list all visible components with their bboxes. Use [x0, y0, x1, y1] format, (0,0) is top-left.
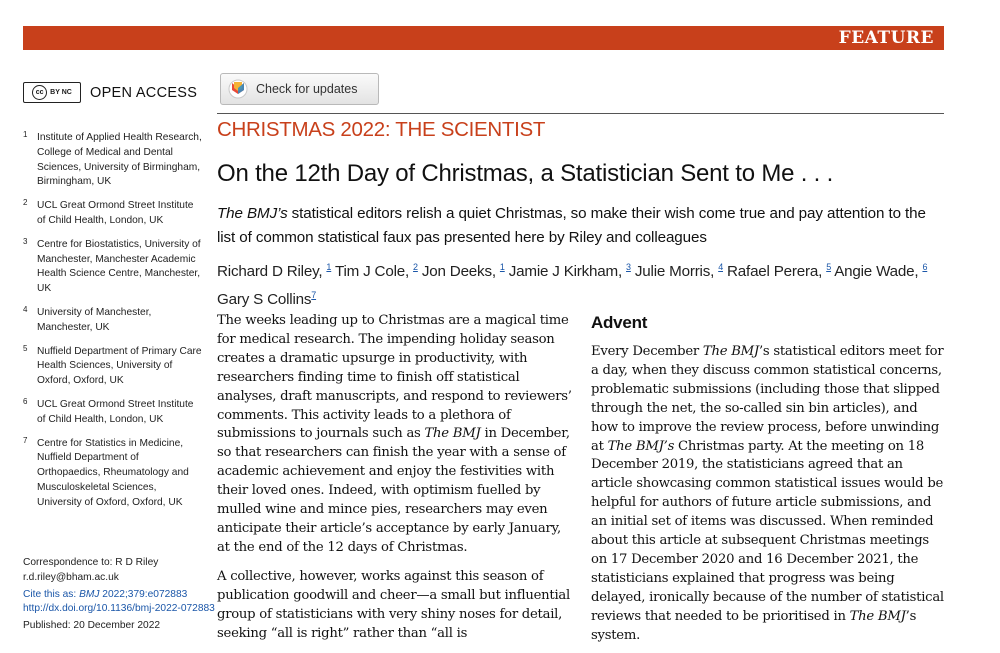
affiliation-item: [23, 437, 203, 511]
author-list: [217, 256, 957, 311]
feature-banner: [23, 26, 944, 50]
affiliation-item: [23, 306, 203, 336]
body-text: Christmas party. At the meeting on 18 December 2019, the statisticians agreed that an article showcasing common statistical issues would be helpful for authors of future article submissions, and an initial set of items was discussed. When reminded about this article at subsequent Christmas meetings on 17 December 2020 and 16 December 2021, the statisticians explained that progress was being delayed, ironically because of the number of statistical reviews that needed to be prioritised in: [591, 438, 944, 624]
header-divider: [217, 113, 944, 114]
affiliation-link[interactable]: 5: [826, 262, 832, 272]
cite-line: [23, 588, 213, 603]
doi-link[interactable]: http://dx.doi.org/10.1136/bmj-2022-072883: [23, 603, 215, 615]
author: [834, 263, 927, 280]
author: [727, 263, 831, 280]
author: [217, 263, 331, 280]
body-text: ’s system.: [591, 608, 917, 643]
check-for-updates-label: Check for updates: [256, 82, 358, 96]
standfirst-text: statistical editors relish a quiet Christmas, so make their wish come true and pay attention to the list of common statistical faux pas presented here by Riley and colleagues: [217, 205, 926, 246]
affiliation-text: UCL Great Ormond Street Institute of Child Health, London, UK: [37, 398, 194, 425]
affiliation-item: [23, 199, 203, 229]
advent-heading: Advent: [591, 313, 648, 332]
affiliation-text: UCL Great Ormond Street Institute of Child Health, London, UK: [37, 200, 194, 226]
author-name: Angie Wade,: [834, 263, 919, 280]
standfirst: [217, 202, 944, 249]
affiliation-text: University of Manchester, Manchester, UK: [37, 306, 152, 333]
body-column-left: [217, 312, 572, 653]
affiliation-link[interactable]: 4: [718, 262, 723, 272]
crossmark-icon: [228, 79, 248, 99]
author: [217, 291, 316, 308]
affiliation-item: [23, 238, 203, 297]
affiliation-link[interactable]: 7: [311, 289, 317, 300]
published-date: Published: 20 December 2022: [23, 620, 161, 632]
journal-name: The BMJ: [849, 608, 906, 624]
author: [335, 263, 418, 280]
affiliation-number: 4: [23, 304, 28, 314]
affiliation-link[interactable]: 3: [626, 262, 631, 272]
affiliation-number: 2: [23, 198, 28, 208]
author-name: Rafael Perera,: [727, 263, 823, 280]
affiliation-link[interactable]: 6: [922, 262, 928, 272]
cite-ref: 2022;379:e072883: [102, 588, 188, 600]
correspondence-block: [23, 556, 213, 634]
section-heading: CHRISTMAS 2022: THE SCIENTIST: [217, 118, 546, 141]
body-column-right: [591, 312, 946, 646]
author: [509, 263, 631, 280]
affiliation-link[interactable]: 1: [499, 262, 505, 272]
author-name: Gary S Collins: [217, 290, 312, 308]
journal-name: The BMJ: [424, 426, 481, 442]
body-text: in December, so that researchers can finish the year with a sense of academic achievement and enjoy the festivities with their loved ones. Indeed, with optimism fuelled by mulled wine and mince pies, researchers may even anticipate their article’s acceptance by early January, at the end of the 12 days of Christmas.: [217, 426, 570, 555]
affiliation-item: [23, 398, 203, 428]
author-name: Richard D Riley,: [217, 263, 323, 280]
correspondence-line: Correspondence to: R D Riley: [23, 557, 159, 568]
journal-name: The BMJ: [702, 344, 759, 359]
affiliation-text: Centre for Statistics in Medicine, Nuffield Department of Orthopaedics, Rheumatology and Musculoskeletal Sciences, University of Oxford, Oxford, UK: [37, 437, 189, 508]
affiliation-link[interactable]: 1: [326, 262, 332, 272]
body-text: ’s statistical editors meet for a day, when they discuss common statistical concerns, problematic submissions (including those that slipped through the net, the so-called sin bin articles), and how to improve the review process, before unwinding at: [591, 344, 944, 454]
affiliation-number: 6: [23, 396, 28, 406]
author-name: Julie Morris,: [634, 263, 715, 280]
affiliation-number: 3: [23, 236, 28, 246]
feature-label: FEATURE: [838, 28, 934, 48]
cc-icon: cc: [32, 85, 47, 100]
cite-journal: BMJ: [79, 588, 100, 600]
open-access-block: [23, 82, 197, 103]
affiliation-text: Institute of Applied Health Research, College of Medical and Dental Sciences, University of Birmingham, Birmingham, UK: [37, 132, 202, 188]
author-name: Jamie J Kirkham,: [508, 263, 623, 280]
body-paragraph: [591, 343, 946, 646]
body-paragraph: A collective, however, works against this season of publication goodwill and cheer—a small but influential group of statisticians with very shiny noses for detail, seeking “all is right” rather than “all is: [217, 568, 571, 641]
author: [422, 263, 505, 280]
cite-prefix: Cite this as:: [23, 588, 77, 600]
body-paragraph: [217, 312, 572, 558]
journal-name: The BMJ’s: [607, 438, 675, 454]
open-access-label: OPEN ACCESS: [90, 84, 198, 101]
article-title: On the 12th Day of Christmas, a Statistician Sent to Me . . .: [217, 160, 834, 187]
affiliation-item: [23, 131, 203, 190]
check-for-updates-button[interactable]: [220, 73, 379, 105]
affiliation-text: Centre for Biostatistics, University of Manchester, Manchester Academic Health Science Centre, Manchester, UK: [37, 238, 201, 295]
author-name: Tim J Cole,: [334, 263, 410, 280]
correspondence-email[interactable]: r.d.riley@bham.ac.uk: [23, 571, 119, 583]
standfirst-journal: The BMJ’s: [217, 205, 288, 222]
author: [635, 263, 723, 280]
affiliation-number: 5: [23, 343, 28, 353]
affiliation-link[interactable]: 2: [413, 262, 418, 272]
affiliation-number: 1: [23, 130, 28, 139]
affiliation-number: 7: [23, 435, 28, 445]
body-text: The weeks leading up to Christmas are a magical time for medical research. The impending holiday season creates a dramatic upsurge in productivity, with researchers finding time to finish off statistical analyses, draft manuscripts, and respond to reviewers’ comments. This activity leads to a plethora of submissions to journals such as: [217, 313, 572, 442]
affiliation-text: Nuffield Department of Primary Care Health Sciences, University of Oxford, Oxford, UK: [37, 345, 202, 387]
body-text: Every December: [591, 344, 703, 359]
affiliations-list: [23, 131, 203, 520]
cc-badge-label: BY NC: [50, 89, 72, 96]
affiliation-item: [23, 345, 203, 389]
author-name: Jon Deeks,: [421, 263, 496, 280]
cc-license-icon[interactable]: [23, 82, 81, 103]
